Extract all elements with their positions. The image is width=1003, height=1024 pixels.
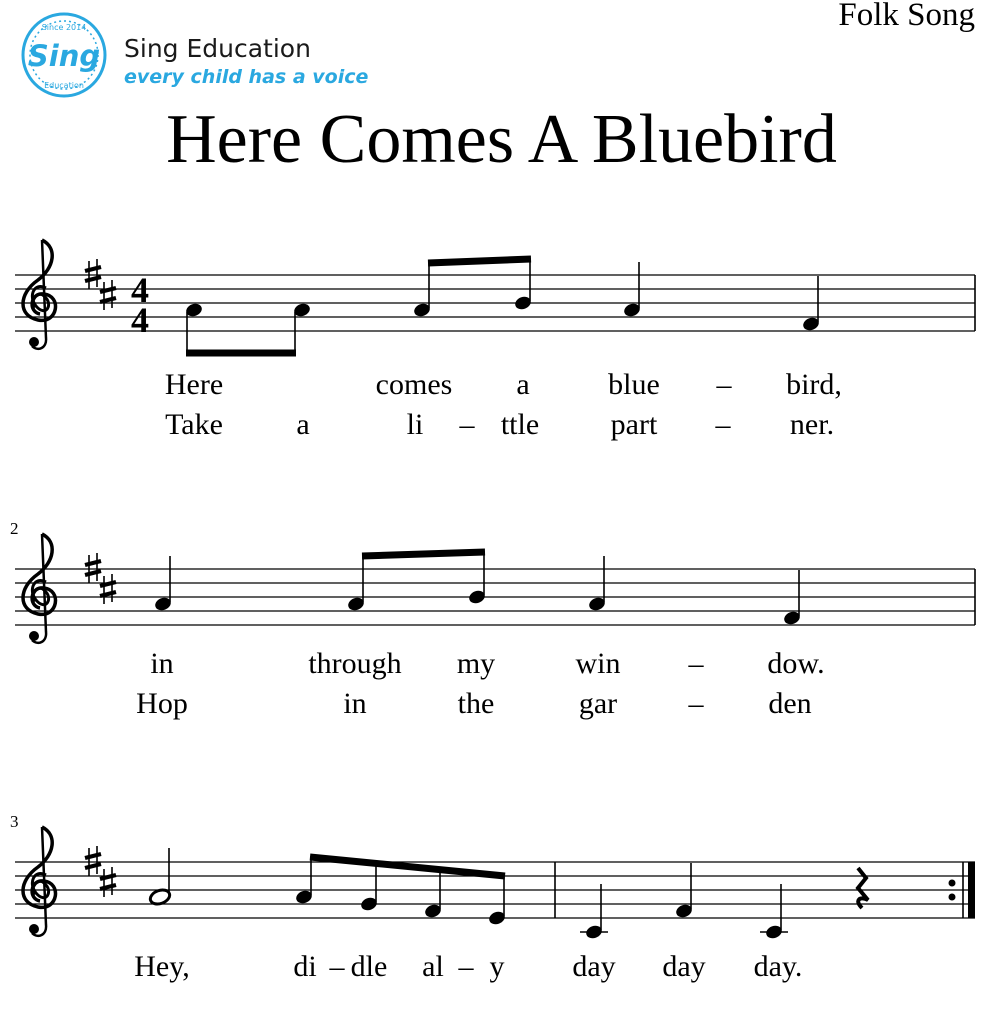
lyric-hyphen: – (329, 950, 345, 983)
lyric-hyphen: – (459, 408, 475, 441)
lyric-syllable: Hey, (134, 950, 190, 983)
lyric-syllable: day (662, 950, 706, 983)
sharp-icon (85, 553, 101, 583)
notes-system-2 (153, 551, 801, 626)
composer-label: Folk Song (838, 0, 975, 33)
beam (362, 552, 485, 556)
staff-lines (15, 569, 975, 625)
logo-badge-top: Since 2014 (41, 23, 87, 32)
treble-clef-icon (23, 240, 55, 349)
lyric-syllable: Take (165, 408, 223, 441)
time-signature-top: 4 (131, 270, 149, 310)
lyric-syllable: win (575, 647, 621, 680)
logo-name: Sing Education (124, 34, 311, 63)
logo-badge-bottom: Education (44, 81, 84, 90)
lyric-syllable: blue (608, 368, 660, 401)
lyric-syllable: a (516, 368, 530, 401)
notes-system-1 (184, 258, 820, 355)
lyric-syllable: through (308, 647, 402, 680)
system-number: 3 (10, 812, 19, 831)
lyric-syllable: in (150, 647, 174, 680)
staff-system-2 (15, 534, 975, 643)
treble-clef-icon (23, 827, 55, 936)
treble-clef-icon (23, 534, 55, 643)
lyric-syllable: the (457, 687, 495, 720)
lyric-syllable: a (296, 408, 310, 441)
lyric-syllable: bird, (786, 368, 842, 401)
lyric-hyphen: – (716, 368, 732, 401)
lyric-syllable: li (406, 408, 424, 441)
beam (310, 857, 505, 876)
lyric-syllable: al (422, 950, 444, 983)
beam (428, 259, 531, 263)
lyric-syllable: my (456, 647, 496, 680)
sharp-icon (100, 574, 116, 604)
sharp-icon (100, 280, 116, 310)
lyric-syllable: gar (578, 687, 618, 720)
quarter-rest-icon (858, 868, 868, 908)
lyric-syllable: in (343, 687, 367, 720)
lyric-syllable: ner. (789, 408, 835, 441)
lyric-syllable: comes (375, 368, 453, 401)
staff-system-1 (15, 240, 975, 355)
lyric-syllable: Here (164, 368, 224, 401)
lyric-syllable: part (610, 408, 658, 441)
lyric-syllable: ttle (500, 408, 540, 441)
lyric-hyphen: – (688, 647, 704, 680)
sharp-icon (85, 259, 101, 289)
page-title: Here Comes A Bluebird (166, 101, 837, 178)
lyric-hyphen: – (458, 950, 474, 983)
logo-badge-word: Sing (27, 39, 101, 73)
lyric-syllable: day (572, 950, 616, 983)
staff-lines (15, 275, 975, 331)
time-signature-bottom: 4 (131, 300, 149, 340)
lyric-syllable: day. (753, 950, 803, 983)
lyric-syllable: di (293, 950, 317, 983)
system-number: 2 (10, 519, 19, 538)
lyric-syllable: y (489, 950, 505, 983)
lyric-syllable: Hop (136, 687, 188, 720)
lyric-syllable: dle (350, 950, 388, 983)
sharp-icon (100, 867, 116, 897)
lyric-hyphen: – (688, 687, 704, 720)
lyric-hyphen: – (715, 408, 731, 441)
staff-system-3 (15, 827, 975, 940)
sharp-icon (85, 846, 101, 876)
logo-tagline: every child has a voice (124, 66, 369, 88)
lyric-syllable: den (768, 687, 812, 720)
lyric-syllable: dow. (767, 647, 825, 680)
